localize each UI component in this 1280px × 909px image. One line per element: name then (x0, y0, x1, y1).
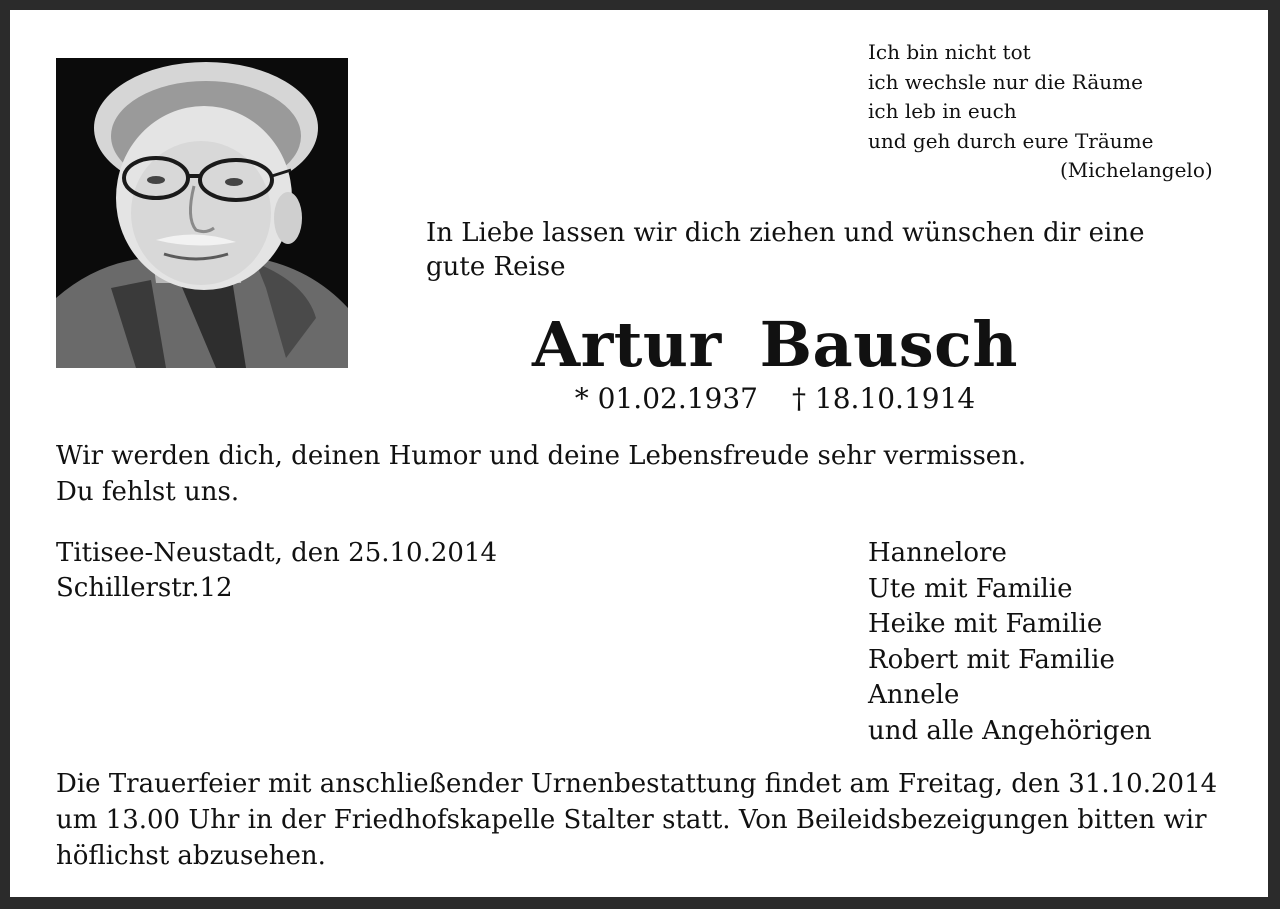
ceremony-line: höflichst abzusehen. (56, 841, 326, 871)
mourner: Robert mit Familie (868, 644, 1115, 675)
poem-line: und geh durch eure Träume (868, 128, 1154, 153)
message-line: Wir werden dich, deinen Humor und deine Lebensfreude sehr vermissen. (56, 441, 1027, 471)
mourners-list (868, 536, 1248, 749)
intro-line: In Liebe lassen wir dich ziehen und wünschen dir eine (426, 218, 1145, 248)
intro-text (426, 216, 1206, 284)
portrait-photo (56, 58, 348, 368)
last-name: Bausch (759, 308, 1019, 381)
poem-line: ich wechsle nur die Räume (868, 69, 1143, 94)
mourner: Hannelore (868, 538, 1007, 568)
mourner: Annele (868, 680, 960, 710)
ceremony-notice (56, 766, 1236, 874)
deceased-name (426, 308, 1124, 381)
life-dates (426, 382, 1124, 415)
location-block (56, 536, 756, 606)
mourner: und alle Angehörigen (868, 715, 1152, 746)
first-name: Artur (531, 308, 722, 381)
message-line: Du fehlst uns. (56, 477, 240, 507)
poem-line: Ich bin nicht tot (868, 40, 1031, 64)
address: Schillerstr.12 (56, 573, 233, 603)
death-date: † 18.10.1914 (792, 382, 976, 415)
mourner: Ute mit Familie (868, 573, 1073, 604)
poem-author: (Michelangelo) (1060, 158, 1213, 182)
message (56, 438, 1206, 510)
obituary-notice (10, 10, 1268, 897)
birth-date: * 01.02.1937 (574, 382, 758, 415)
ceremony-line: um 13.00 Uhr in der Friedhofskapelle Stalter statt. Von Beileidsbezeigungen bitten wir (56, 805, 1207, 835)
poem (868, 38, 1228, 156)
poem-line: ich leb in euch (868, 99, 1017, 123)
ceremony-line: Die Trauerfeier mit anschließender Urnenbestattung findet am Freitag, den 31.10.2014 (56, 769, 1218, 799)
intro-line: gute Reise (426, 252, 566, 282)
place-date: Titisee-Neustadt, den 25.10.2014 (56, 538, 498, 568)
mourner: Heike mit Familie (868, 609, 1103, 639)
